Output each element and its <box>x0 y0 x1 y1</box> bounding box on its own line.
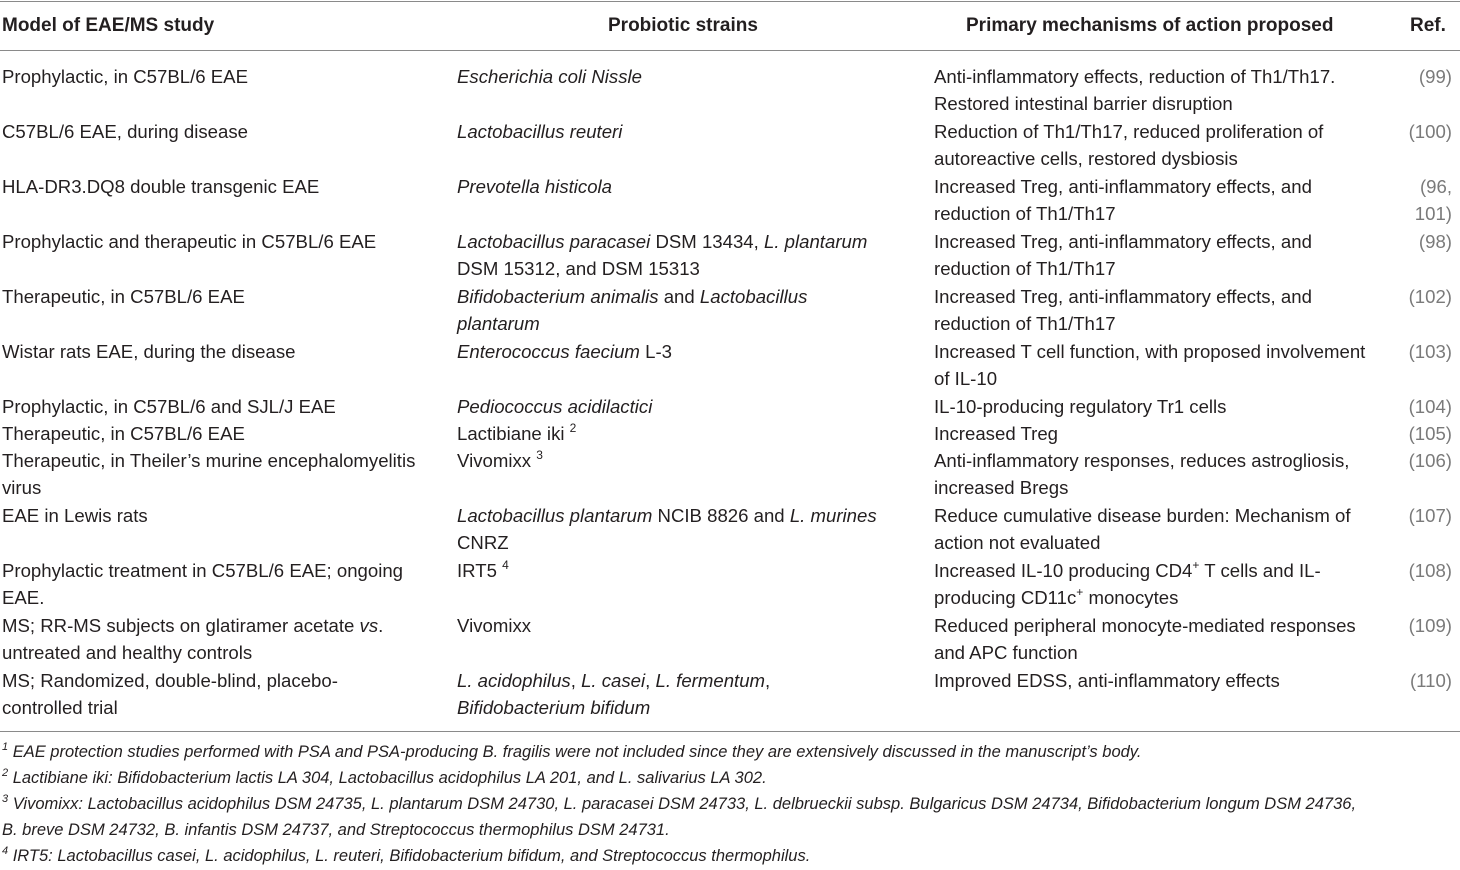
cell-ref <box>1409 283 1452 310</box>
cell-model <box>2 173 319 200</box>
text-run: L. casei <box>581 670 646 691</box>
cell-line: Reduction of Th1/Th17, reduced proliferation of <box>934 121 1324 142</box>
superscript: 4 <box>502 557 509 572</box>
cell-line: (96, <box>1419 176 1452 197</box>
cell-line: action not evaluated <box>934 532 1101 554</box>
cell-line: Prophylactic, in C57BL/6 and SJL/J EAE <box>2 396 336 417</box>
cell-line: Prophylactic and therapeutic in C57BL/6 EAE <box>2 231 377 252</box>
cell-strain <box>457 393 652 420</box>
text-run: DSM 15312, and DSM 15313 <box>457 258 700 280</box>
footnote-text: B. breve DSM 24732, B. infantis DSM 24737, and Streptococcus thermophilus DSM 24731. <box>2 821 670 839</box>
cell-line: Anti-inflammatory effects, reduction of Th1/Th17. <box>934 66 1336 87</box>
text-run: Vivomixx <box>457 450 537 471</box>
header-rule <box>0 50 1460 51</box>
text-run: L. plantarum <box>763 231 868 252</box>
footnote <box>2 765 767 792</box>
cell-model <box>2 338 296 365</box>
header-model: Model of EAE/MS study <box>2 15 215 36</box>
cell-mechanism <box>934 447 1349 502</box>
cell-ref <box>1409 118 1452 145</box>
cell-mechanism <box>934 557 1321 612</box>
text-run: and <box>658 286 700 307</box>
superscript: 3 <box>536 447 543 462</box>
footnote-text: EAE protection studies performed with PSA and PSA-producing B. fragilis were not included since they are extensively discussed in the manuscript’s body. <box>8 743 1142 761</box>
cell-line: Increased T cell function, with proposed involvement <box>934 341 1366 362</box>
cell-line: Prophylactic treatment in C57BL/6 EAE; ongoing <box>2 560 404 581</box>
cell-ref <box>1419 228 1452 255</box>
cell-line <box>457 502 877 529</box>
cell-strain <box>457 118 622 145</box>
cell-line: C57BL/6 EAE, during disease <box>2 121 249 142</box>
cell-line: Increased Treg, anti-inflammatory effects, and <box>934 176 1312 197</box>
header-probiotic-strains: Probiotic strains <box>608 15 758 36</box>
cell-model <box>2 667 338 722</box>
cell-strain <box>457 447 543 474</box>
cell-strain <box>457 283 807 338</box>
text-run: vs <box>359 615 379 636</box>
cell-line: Anti-inflammatory responses, reduces astrogliosis, <box>934 450 1350 471</box>
cell-line: HLA-DR3.DQ8 double transgenic EAE <box>2 176 320 197</box>
cell-line: (98) <box>1418 231 1452 252</box>
cell-line: of IL-10 <box>934 368 998 390</box>
text-run: , <box>570 670 582 691</box>
cell-model <box>2 63 248 90</box>
text-run: Bifidobacterium bifidum <box>457 697 651 719</box>
text-run: L. fermentum <box>655 670 766 691</box>
cell-strain <box>457 173 612 200</box>
text-run: Lactibiane iki <box>457 423 570 444</box>
cell-line <box>457 310 807 337</box>
cell-strain <box>457 63 642 90</box>
cell-ref <box>1415 173 1452 228</box>
cell-ref <box>1409 502 1452 529</box>
cell-line <box>457 420 576 447</box>
cell-mechanism <box>934 63 1335 118</box>
cell-line: (110) <box>1409 670 1452 691</box>
footnote-number: 1 <box>2 740 9 753</box>
cell-ref <box>1409 338 1452 365</box>
cell-line: virus <box>2 477 42 499</box>
cell-ref <box>1419 63 1452 90</box>
cell-model <box>2 447 415 502</box>
cell-model <box>2 118 248 145</box>
text-run: Prevotella histicola <box>457 176 613 197</box>
cell-strain <box>457 228 867 283</box>
text-run: Lactobacillus reuteri <box>457 121 623 142</box>
cell-line: (104) <box>1408 396 1452 417</box>
cell-strain <box>457 612 531 639</box>
text-run: Vivomixx <box>457 615 532 636</box>
cell-line: Therapeutic, in C57BL/6 EAE <box>2 286 245 307</box>
cell-line: Prophylactic, in C57BL/6 EAE <box>2 66 248 87</box>
cell-mechanism <box>934 338 1365 393</box>
cell-line: Wistar rats EAE, during the disease <box>2 341 296 362</box>
text-run: , <box>765 670 771 691</box>
text-run: IRT5 <box>457 560 503 581</box>
cell-line <box>457 447 543 474</box>
cell-mechanism <box>934 502 1351 557</box>
top-rule <box>0 1 1460 2</box>
cell-line: reduction of Th1/Th17 <box>934 203 1116 225</box>
text-run: L-3 <box>639 341 672 362</box>
footnote <box>2 817 670 844</box>
text-run: Lactobacillus <box>699 286 808 307</box>
header-ref: Ref. <box>1410 15 1446 36</box>
bottom-rule <box>0 731 1460 732</box>
cell-line: reduction of Th1/Th17 <box>934 313 1116 335</box>
cell-mechanism <box>934 118 1323 173</box>
cell-line <box>934 584 1321 611</box>
superscript: 2 <box>569 420 577 435</box>
cell-ref <box>1409 420 1452 447</box>
text-run: T cells and IL- <box>1199 560 1321 581</box>
cell-line: increased Bregs <box>934 477 1069 499</box>
cell-line: Improved EDSS, anti-inflammatory effects <box>934 670 1280 691</box>
cell-line: Reduce cumulative disease burden: Mechanism of <box>934 505 1351 526</box>
cell-line: reduction of Th1/Th17 <box>934 258 1116 280</box>
footnote-number: 3 <box>2 792 9 805</box>
footnote-text: Vivomixx: Lactobacillus acidophilus DSM 24735, L. plantarum DSM 24730, L. paracasei DSM 24733, L. delbrueckii subsp. Bulgaricus DSM 24734, Bifidobacterium longum DSM 24736, <box>8 795 1357 813</box>
cell-line <box>457 228 867 255</box>
footnote-text: Lactibiane iki: Bifidobacterium lactis LA 304, Lactobacillus acidophilus LA 201, and L. salivarius LA 302. <box>8 769 767 787</box>
cell-mechanism <box>934 228 1312 283</box>
cell-line: (100) <box>1408 121 1452 142</box>
cell-line <box>457 694 770 721</box>
cell-line: EAE. <box>2 587 45 609</box>
footnote <box>2 843 810 870</box>
footnote-number: 4 <box>2 844 9 857</box>
text-run: Bifidobacterium animalis <box>457 286 659 307</box>
footnote-text: IRT5: Lactobacillus casei, L. acidophilus, L. reuteri, Bifidobacterium bifidum, and Streptococcus thermophilus. <box>8 847 811 865</box>
text-run: Increased IL-10 producing CD4 <box>934 560 1193 581</box>
text-run: DSM 13434, <box>650 231 764 252</box>
header-mechanisms: Primary mechanisms of action proposed <box>966 15 1334 36</box>
cell-line: Therapeutic, in C57BL/6 EAE <box>2 423 245 444</box>
cell-strain <box>457 557 509 584</box>
superscript: + <box>1076 585 1084 600</box>
cell-line: (107) <box>1408 505 1452 526</box>
text-run: producing CD11c <box>934 587 1077 609</box>
cell-line: MS; Randomized, double-blind, placebo- <box>2 670 338 691</box>
cell-line: Increased Treg, anti-inflammatory effects, and <box>934 231 1312 252</box>
cell-model <box>2 283 245 310</box>
cell-mechanism <box>934 612 1356 667</box>
cell-strain <box>457 502 877 557</box>
cell-line <box>457 557 509 584</box>
cell-mechanism <box>934 283 1312 338</box>
footnote-number: 2 <box>2 766 9 779</box>
cell-line <box>457 173 612 200</box>
text-run: MS; RR-MS subjects on glatiramer acetate <box>2 615 360 636</box>
cell-line: (99) <box>1418 66 1452 87</box>
cell-model <box>2 612 383 667</box>
cell-model <box>2 557 403 612</box>
cell-model <box>2 502 148 529</box>
cell-line: Increased Treg <box>934 423 1059 444</box>
cell-mechanism <box>934 667 1280 694</box>
text-run: . <box>378 615 384 636</box>
cell-model <box>2 393 336 420</box>
cell-mechanism <box>934 393 1226 420</box>
cell-model <box>2 228 376 255</box>
cell-line: EAE in Lewis rats <box>2 505 148 526</box>
cell-line: (108) <box>1408 560 1452 581</box>
text-run: Lactobacillus paracasei <box>457 231 651 252</box>
cell-ref <box>1409 557 1452 584</box>
cell-ref <box>1409 447 1452 474</box>
cell-line: (109) <box>1408 615 1452 636</box>
cell-line: 101) <box>1414 203 1452 225</box>
text-run: Enterococcus faecium <box>457 341 640 362</box>
text-run: Lactobacillus plantarum <box>457 505 653 526</box>
text-run: monocytes <box>1083 587 1179 609</box>
superscript: + <box>1192 557 1200 572</box>
cell-line: autoreactive cells, restored dysbiosis <box>934 148 1238 170</box>
text-run: plantarum <box>457 313 540 335</box>
cell-line <box>457 612 531 639</box>
cell-line: untreated and healthy controls <box>2 642 253 664</box>
text-run: Escherichia coli Nissle <box>457 66 642 87</box>
cell-line <box>457 393 652 420</box>
cell-line <box>934 557 1321 584</box>
cell-line: Therapeutic, in Theiler’s murine encephalomyelitis <box>2 450 416 471</box>
cell-line <box>457 338 672 365</box>
cell-strain <box>457 667 770 722</box>
cell-strain <box>457 420 576 447</box>
cell-line: and APC function <box>934 642 1078 664</box>
cell-line: (102) <box>1408 286 1452 307</box>
cell-model <box>2 420 245 447</box>
text-run: L. murines <box>789 505 877 526</box>
cell-line: Increased Treg, anti-inflammatory effects, and <box>934 286 1312 307</box>
cell-line <box>457 255 867 282</box>
cell-line <box>2 612 383 639</box>
cell-line: (106) <box>1408 450 1452 471</box>
cell-line <box>457 118 622 145</box>
cell-line: Reduced peripheral monocyte-mediated responses <box>934 615 1356 636</box>
cell-mechanism <box>934 173 1312 228</box>
cell-ref <box>1409 393 1452 420</box>
cell-ref <box>1410 667 1452 694</box>
cell-line <box>457 529 877 556</box>
footnote <box>2 739 1141 766</box>
cell-line <box>457 63 642 90</box>
cell-line: (103) <box>1408 341 1452 362</box>
text-run: NCIB 8826 and <box>652 505 790 526</box>
text-run: CNRZ <box>457 532 509 554</box>
cell-line: (105) <box>1408 423 1452 444</box>
cell-strain <box>457 338 672 365</box>
cell-line <box>457 283 807 310</box>
cell-mechanism <box>934 420 1058 447</box>
cell-line: controlled trial <box>2 697 118 719</box>
cell-ref <box>1409 612 1452 639</box>
text-run: , <box>645 670 656 691</box>
cell-line <box>457 667 770 694</box>
text-run: Pediococcus acidilactici <box>457 396 653 417</box>
cell-line: Restored intestinal barrier disruption <box>934 93 1233 115</box>
cell-line: IL-10-producing regulatory Tr1 cells <box>934 396 1227 417</box>
text-run: L. acidophilus <box>457 670 571 691</box>
footnote <box>2 791 1356 818</box>
